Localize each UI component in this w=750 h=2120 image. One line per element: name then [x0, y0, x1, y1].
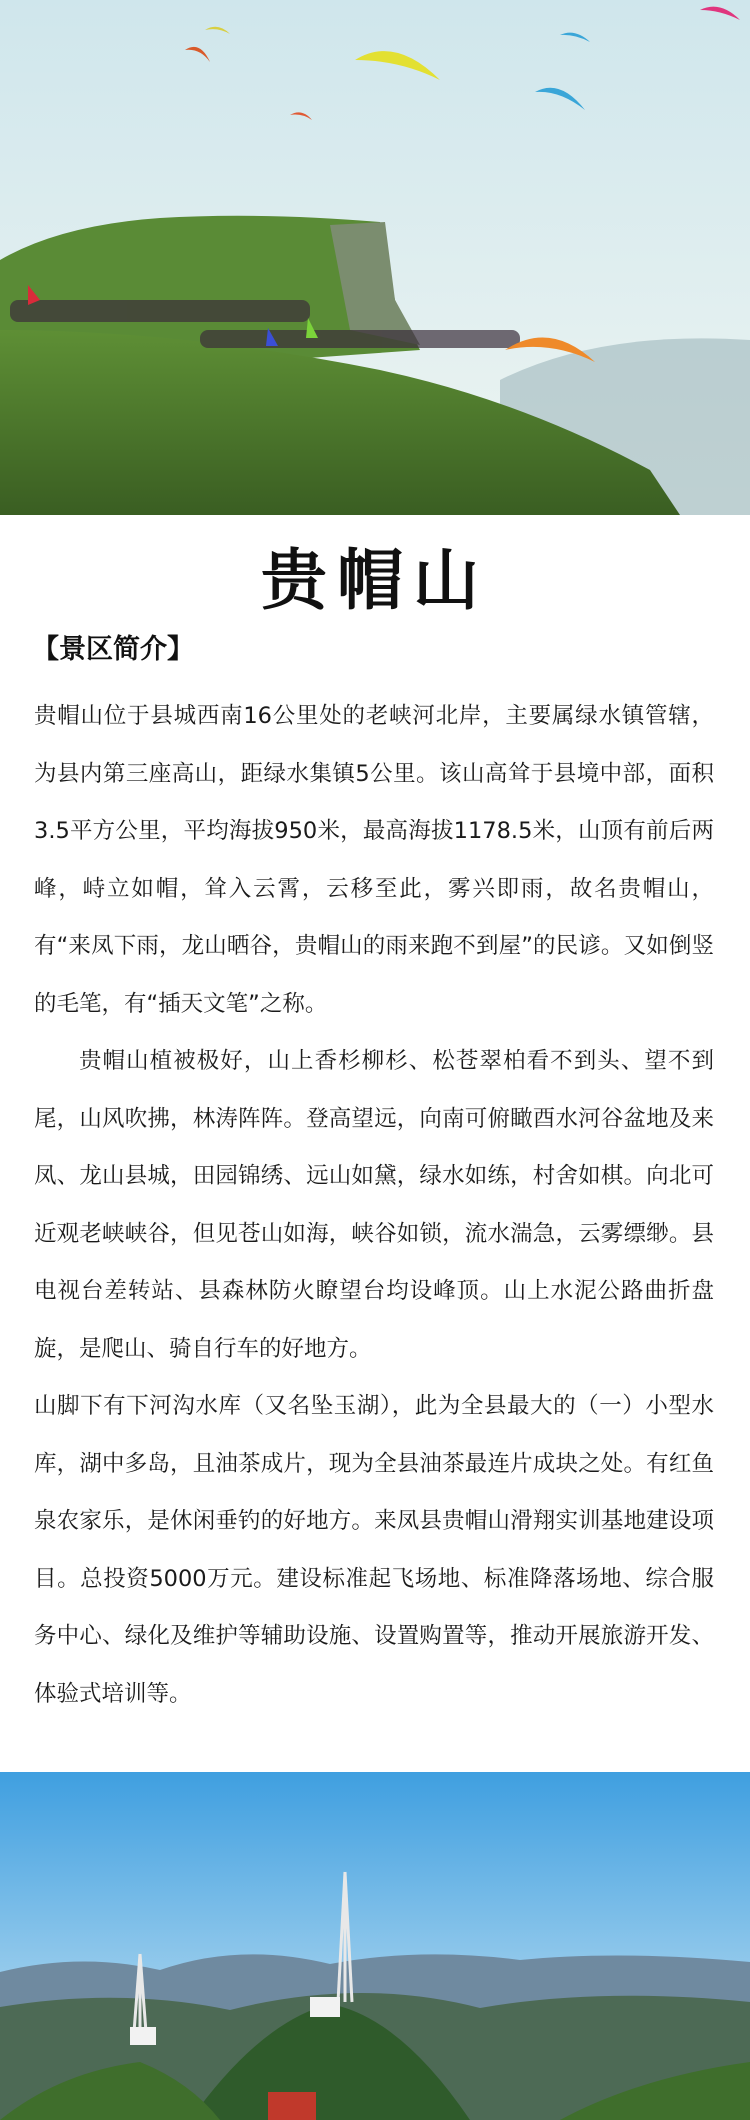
- intro-paragraph-1: 贵帽山位于县城西南16公里处的老峡河北岸，主要属绿水镇管辖，为县内第三座高山，距绿水集镇5公里。该山高耸于县境中部，面积3.5平方公里，平均海拔950米，最高海拔1178.5米，山顶有前后两峰，峙立如帽，耸入云霄，云移至此，雾兴即雨，故名贵帽山，有“来凤下雨，龙山晒谷，贵帽山的雨来跑不到屋”的民谚。又如倒竖的毛笔，有“插天文笔”之称。: [34, 703, 714, 1017]
- intro-paragraph-2: 贵帽山植被极好，山上香杉柳杉、松苍翠柏看不到头、望不到尾，山风吹拂，林涛阵阵。登高望远，向南可俯瞰酉水河谷盆地及来凤、龙山县城，田园锦绣、远山如黛，绿水如练，村舍如棋。向北可近观老峡峡谷，但见苍山如海，峡谷如锁，流水湍急，云雾缥缈。县电视台差转站、县森林防火瞭望台均设峰顶。山上水泥公路曲折盘旋，是爬山、骑自行车的好地方。: [34, 1048, 714, 1362]
- paragliding-mountain-image: [0, 0, 750, 515]
- hero-photo: [0, 0, 750, 515]
- page-title: 贵帽山: [261, 541, 489, 619]
- mountain-summit-image: [0, 1772, 750, 2120]
- intro-paragraph-3: 山脚下有下河沟水库（又名坠玉湖），此为全县最大的（一）小型水库，湖中多岛，且油茶成片，现为全县油茶最连片成块之处。有红鱼泉农家乐，是休闲垂钓的好地方。来凤县贵帽山滑翔实训基地建设项目。总投资5000万元。建设标准起飞场地、标准降落场地、综合服务中心、绿化及维护等辅助设施、设置购置等，推动开展旅游开发、体验式培训等。: [34, 1393, 714, 1707]
- footer-photo: [0, 1772, 750, 2120]
- section-heading: 【景区简介】: [32, 634, 194, 665]
- intro-text: [34, 688, 714, 1723]
